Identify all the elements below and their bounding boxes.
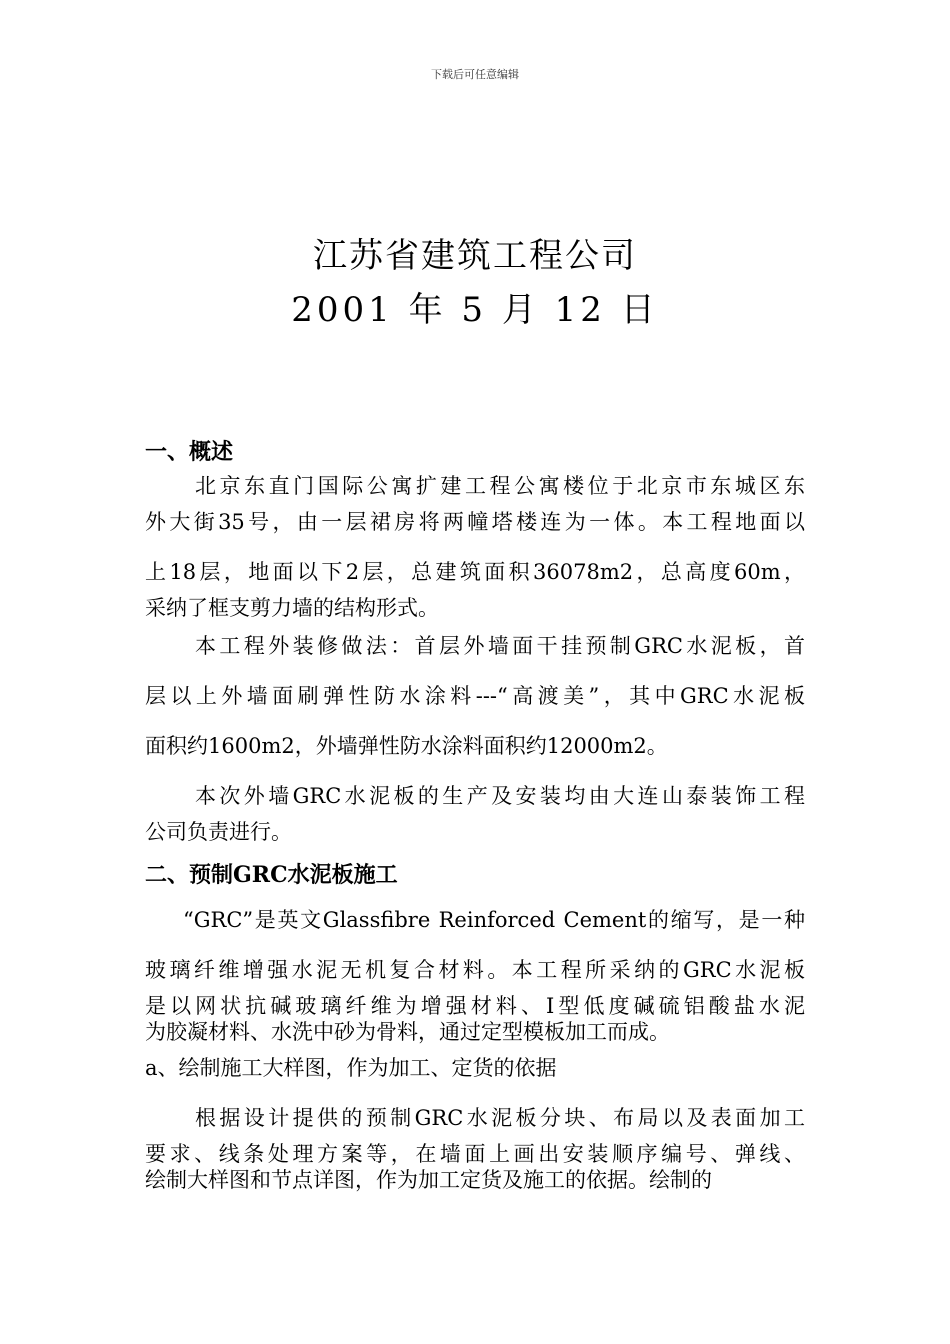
paragraph-line: 本工程外装修做法：首层外墙面干挂预制GRC水泥板，首 <box>195 634 805 658</box>
paragraph-line: 为胶凝材料、水洗中砂为骨料，通过定型模板加工而成。 <box>145 1020 670 1044</box>
document-date: 2001 年 5 月 12 日 <box>291 290 659 330</box>
paragraph-line: 要求、线条处理方案等，在墙面上画出安装顺序编号、弹线、 <box>145 1142 805 1166</box>
paragraph-line: 面积约1600m2，外墙弹性防水涂料面积约12000m2。 <box>145 734 668 758</box>
section2-heading: 二、预制GRC水泥板施工 <box>145 862 398 888</box>
paragraph-line: 绘制大样图和节点详图，作为加工定货及施工的依据。绘制的 <box>145 1168 712 1192</box>
paragraph-line: 层以上外墙面刷弹性防水涂料---“高渡美”，其中GRC水泥板 <box>145 684 805 708</box>
paragraph-line: 外大街35号，由一层裙房将两幢塔楼连为一体。本工程地面以 <box>145 510 805 534</box>
paragraph-line: 玻璃纤维增强水泥无机复合材料。本工程所采纳的GRC水泥板 <box>145 958 805 982</box>
company-title: 江苏省建筑工程公司 <box>313 236 637 276</box>
section1-heading: 一、概述 <box>145 439 234 465</box>
paragraph-line: 采纳了框支剪力墙的结构形式。 <box>145 596 439 620</box>
paragraph-line: 是以网状抗碱玻璃纤维为增强材料、Ⅰ型低度碱硫铝酸盐水泥 <box>145 994 805 1018</box>
paragraph-line: “GRC”是英文Glassfibre Reinforced Cement的缩写，是一种 <box>183 908 805 932</box>
paragraph-line: 公司负责进行。 <box>145 820 292 844</box>
header-note: 下载后可任意编辑 <box>431 68 519 81</box>
paragraph-line: 上18层，地面以下2层，总建筑面积36078m2，总高度60m， <box>145 560 805 584</box>
paragraph-line: 本次外墙GRC水泥板的生产及安装均由大连山泰装饰工程 <box>195 784 805 808</box>
paragraph-line: 根据设计提供的预制GRC水泥板分块、布局以及表面加工 <box>195 1106 805 1130</box>
paragraph-line: 北京东直门国际公寓扩建工程公寓楼位于北京市东城区东 <box>195 474 805 498</box>
list-item-a: a、绘制施工大样图，作为加工、定货的依据 <box>145 1056 557 1080</box>
